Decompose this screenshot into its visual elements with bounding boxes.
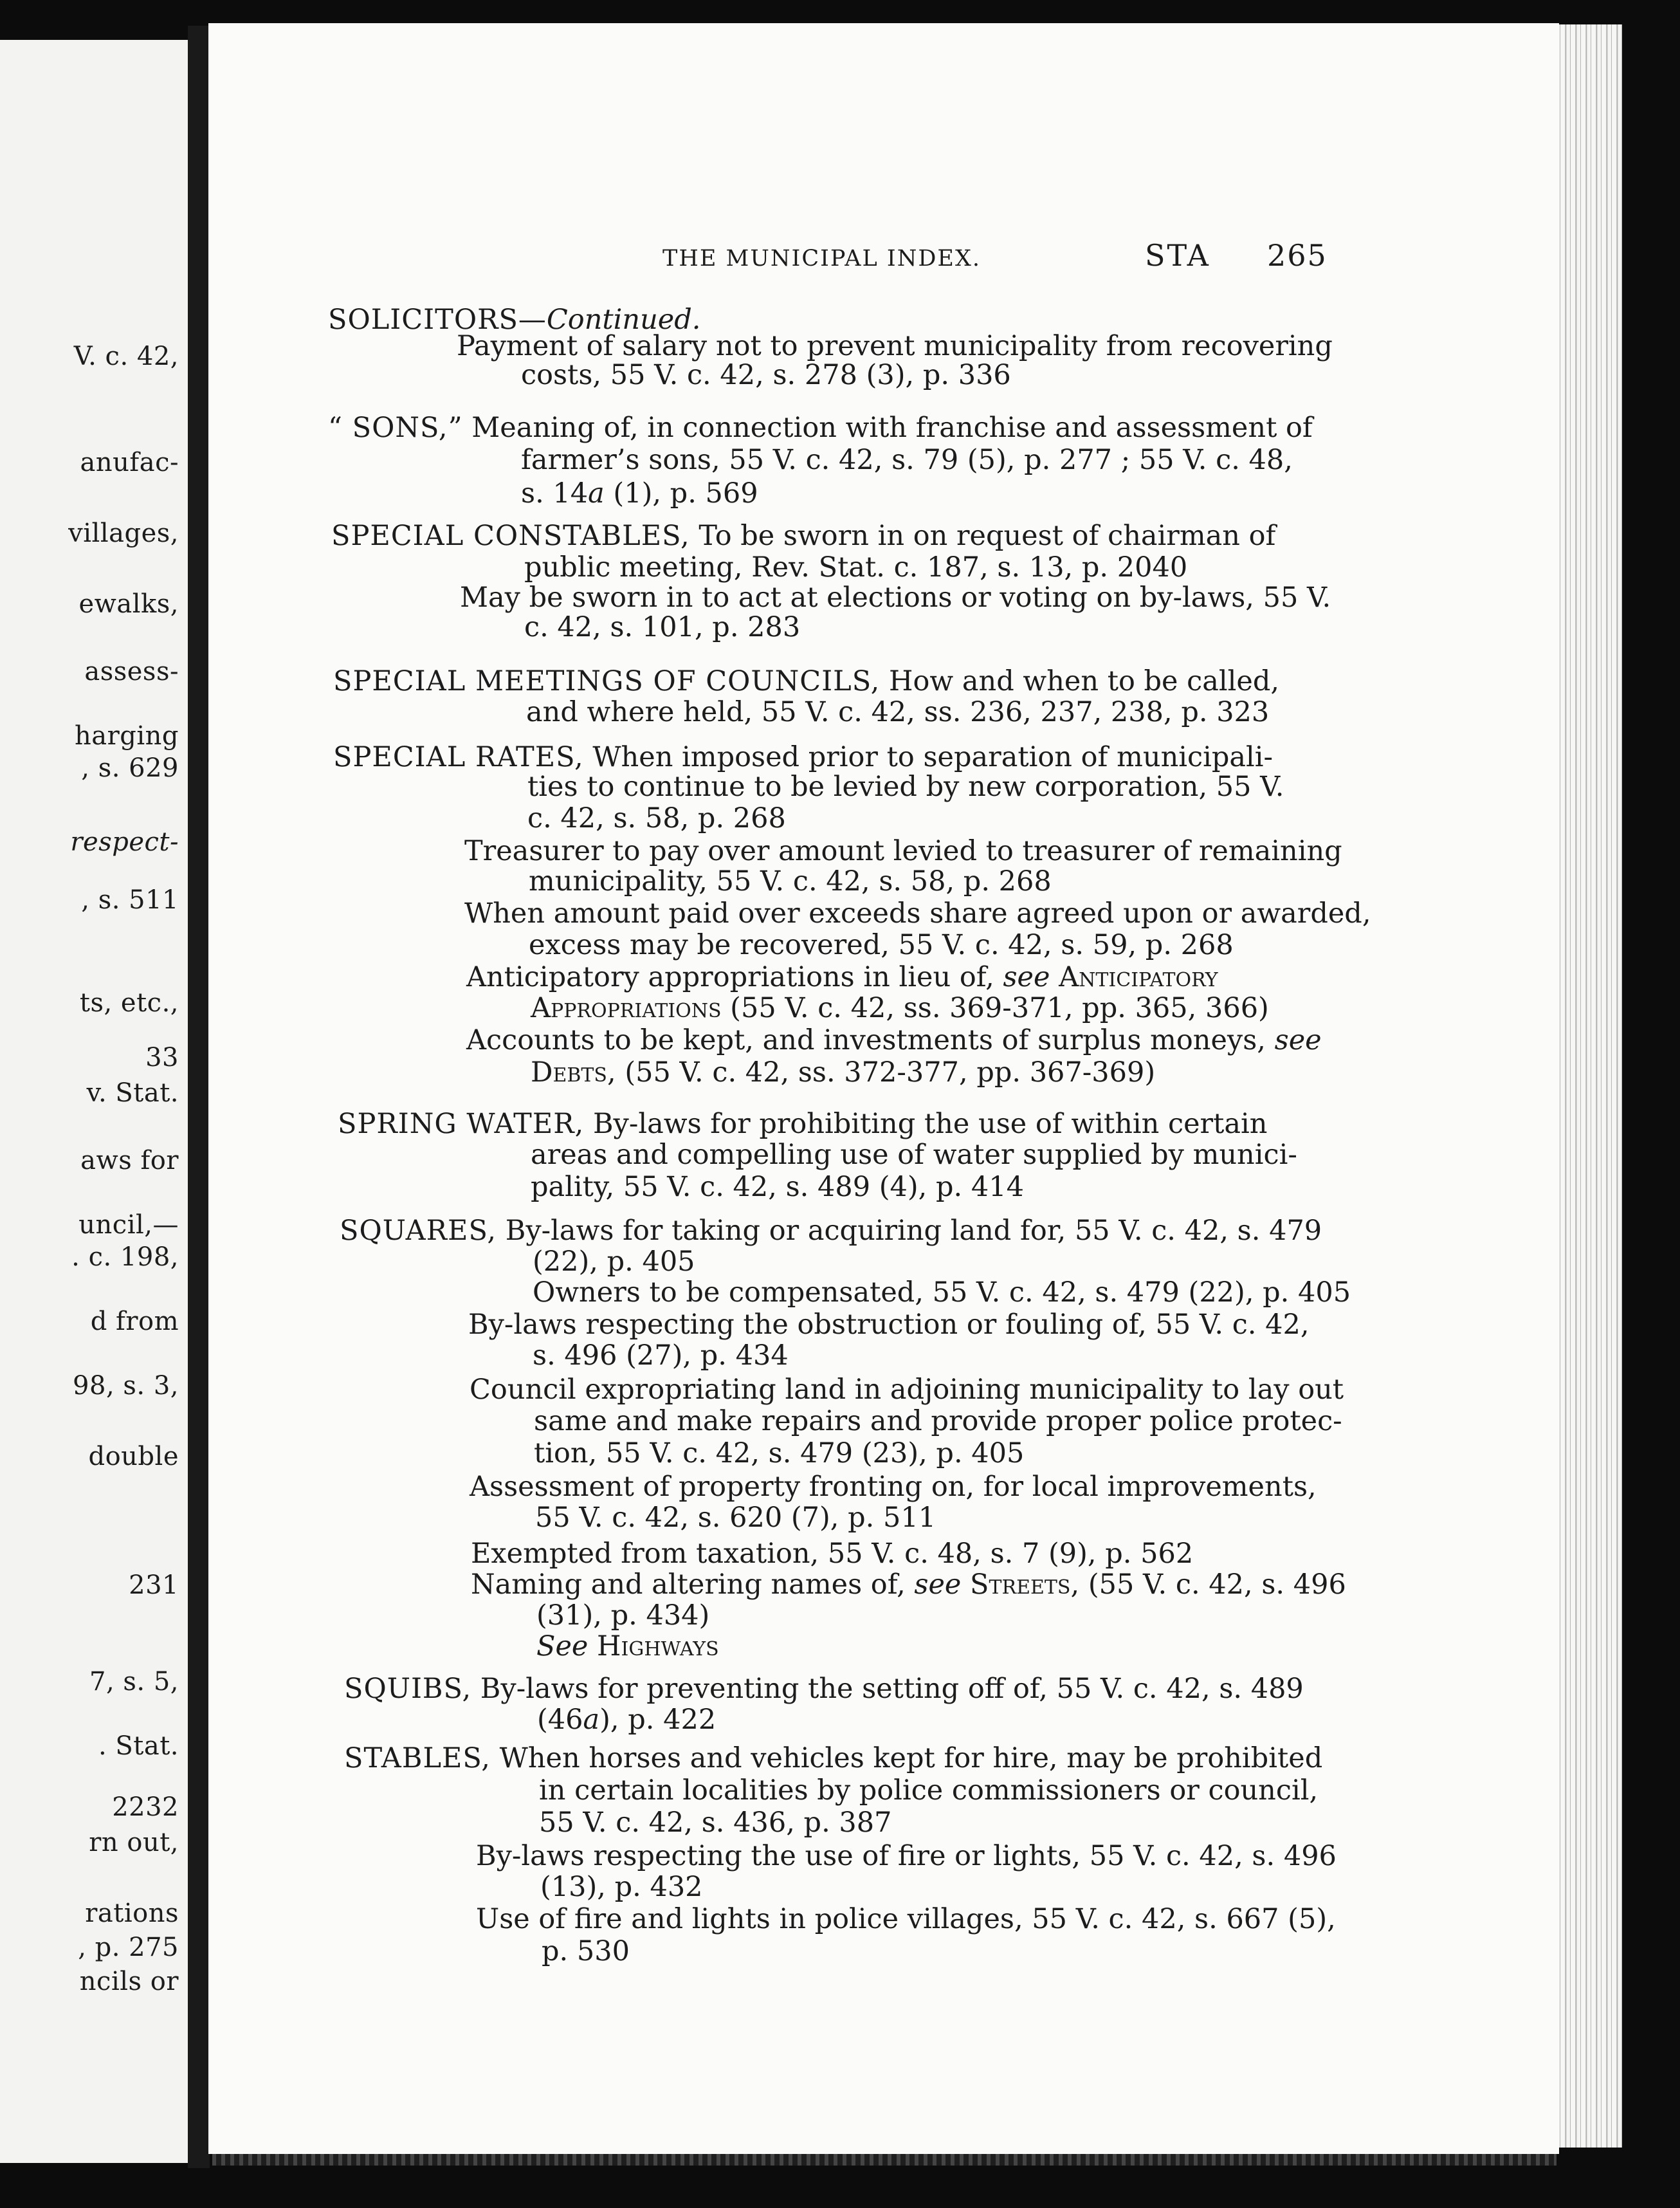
index-line: (31), p. 434): [536, 1599, 710, 1632]
index-line: Debts, (55 V. c. 42, ss. 372-377, pp. 367-369): [531, 1056, 1156, 1089]
index-line: c. 42, s. 101, p. 283: [524, 611, 801, 643]
left-fragment: , s. 629: [81, 753, 179, 783]
left-fragment: d from: [90, 1307, 179, 1336]
index-line: Assessment of property fronting on, for local improvements,: [470, 1471, 1317, 1503]
running-head-title: THE MUNICIPAL INDEX.: [662, 246, 982, 271]
index-line: SPECIAL MEETINGS OF COUNCILS, How and when to be called,: [333, 665, 1280, 697]
entry-heading: SOLICITORS—: [328, 304, 547, 336]
cross-reference: Highways: [588, 1630, 719, 1662]
left-fragment: 231: [129, 1570, 179, 1600]
left-fragment: . c. 198,: [71, 1242, 179, 1272]
cross-reference: Appropriations: [531, 992, 722, 1024]
entry-heading: SQUARES,: [340, 1215, 497, 1247]
index-line: Treasurer to pay over amount levied to treasurer of remaining: [464, 835, 1342, 867]
left-fragment: respect-: [70, 827, 179, 857]
index-line: costs, 55 V. c. 42, s. 278 (3), p. 336: [521, 359, 1011, 391]
running-head: [662, 238, 1344, 277]
left-fragment: 7, s. 5,: [89, 1667, 179, 1697]
index-line: (13), p. 432: [540, 1871, 703, 1903]
index-line: public meeting, Rev. Stat. c. 187, s. 13, p. 2040: [524, 551, 1188, 584]
left-fragment: v. Stat.: [86, 1078, 179, 1108]
index-line: (46a), p. 422: [537, 1704, 717, 1736]
left-fragment: rations: [85, 1899, 179, 1928]
index-line: (22), p. 405: [533, 1246, 695, 1278]
index-line: When amount paid over exceeds share agreed upon or awarded,: [464, 897, 1371, 930]
index-line: 55 V. c. 42, s. 436, p. 387: [539, 1807, 892, 1839]
entry-heading: SPRING WATER,: [338, 1108, 585, 1140]
index-line: same and make repairs and provide proper police protec-: [534, 1405, 1342, 1437]
index-line: See Highways: [536, 1630, 719, 1662]
left-fragment: double: [88, 1442, 179, 1471]
index-line: Council expropriating land in adjoining municipality to lay out: [470, 1374, 1344, 1406]
index-line: Use of fire and lights in police villages, 55 V. c. 42, s. 667 (5),: [476, 1903, 1336, 1935]
cross-reference: Debts,: [531, 1056, 616, 1089]
cross-reference: Anticipatory: [1050, 961, 1218, 993]
index-line: pality, 55 V. c. 42, s. 489 (4), p. 414: [531, 1171, 1024, 1203]
book-gutter: [188, 26, 210, 2168]
left-fragment: villages,: [68, 519, 179, 548]
left-fragment: , s. 511: [81, 885, 179, 915]
index-line: Appropriations (55 V. c. 42, ss. 369-371, pp. 365, 366): [531, 992, 1269, 1024]
entry-heading: SPECIAL CONSTABLES,: [331, 520, 690, 552]
index-line: SPRING WATER, By-laws for prohibiting the use of within certain: [338, 1108, 1268, 1140]
left-fragment: ts, etc.,: [79, 988, 179, 1018]
left-fragment: uncil,—: [78, 1210, 179, 1240]
left-fragment: anufac-: [80, 448, 179, 477]
left-fragment: rn out,: [89, 1828, 179, 1857]
index-line: s. 496 (27), p. 434: [533, 1339, 789, 1372]
facing-page-left: [0, 40, 188, 2163]
index-line: municipality, 55 V. c. 42, s. 58, p. 268: [529, 865, 1052, 897]
index-line: STABLES, When horses and vehicles kept for hire, may be prohibited: [344, 1742, 1323, 1774]
index-line: excess may be recovered, 55 V. c. 42, s. 59, p. 268: [529, 929, 1234, 961]
left-fragment: 2232: [112, 1792, 179, 1822]
entry-heading: STABLES,: [344, 1742, 491, 1774]
index-line: By-laws respecting the obstruction or fouling of, 55 V. c. 42,: [468, 1309, 1310, 1341]
entry-heading: “ SONS,”: [328, 412, 463, 444]
index-line: 55 V. c. 42, s. 620 (7), p. 511: [535, 1502, 936, 1534]
index-line: ties to continue to be levied by new corporation, 55 V.: [527, 771, 1284, 803]
index-line: Naming and altering names of, see Streets, (55 V. c. 42, s. 496: [471, 1569, 1346, 1601]
index-line: May be sworn in to act at elections or voting on by-laws, 55 V.: [460, 582, 1331, 614]
index-line: By-laws respecting the use of fire or lights, 55 V. c. 42, s. 496: [476, 1840, 1337, 1872]
left-fragment: V. c. 42,: [73, 342, 179, 371]
cross-reference: Streets,: [961, 1569, 1080, 1601]
index-line: Owners to be compensated, 55 V. c. 42, s. 479 (22), p. 405: [533, 1276, 1351, 1309]
index-line: Exempted from taxation, 55 V. c. 48, s. 7 (9), p. 562: [471, 1538, 1194, 1570]
index-line: s. 14a (1), p. 569: [521, 477, 758, 510]
left-fragment: ewalks,: [78, 589, 179, 619]
page-bottom-edge: [212, 2153, 1557, 2166]
index-line: Accounts to be kept, and investments of surplus moneys, see: [466, 1024, 1322, 1056]
entry-heading: SQUIBS,: [344, 1673, 472, 1705]
index-line: SQUIBS, By-laws for preventing the setting off of, 55 V. c. 42, s. 489: [344, 1673, 1304, 1705]
index-line: farmer’s sons, 55 V. c. 42, s. 79 (5), p. 277 ; 55 V. c. 48,: [521, 444, 1293, 476]
left-fragment: 33: [145, 1043, 179, 1072]
index-line: “ SONS,” Meaning of, in connection with franchise and assessment of: [328, 412, 1313, 444]
page-edges: [1550, 24, 1622, 2148]
index-line: p. 530: [542, 1935, 630, 1967]
left-fragment: , p. 275: [78, 1933, 179, 1962]
left-fragment: ncils or: [79, 1967, 179, 1996]
index-line: in certain localities by police commissioners or council,: [539, 1774, 1319, 1807]
index-line: Anticipatory appropriations in lieu of, see Anticipatory: [466, 961, 1218, 993]
index-line: SPECIAL RATES, When imposed prior to separation of municipali-: [333, 741, 1274, 773]
continued-label: Continued.: [546, 304, 701, 336]
index-line: SQUARES, By-laws for taking or acquiring land for, 55 V. c. 42, s. 479: [340, 1215, 1322, 1247]
left-fragment: 98, s. 3,: [73, 1371, 179, 1401]
index-line: tion, 55 V. c. 42, s. 479 (23), p. 405: [534, 1437, 1025, 1469]
index-line: Payment of salary not to prevent municipality from recovering: [457, 330, 1333, 362]
index-line: areas and compelling use of water supplied by munici-: [531, 1139, 1297, 1171]
index-line: c. 42, s. 58, p. 268: [527, 802, 786, 834]
index-line: and where held, 55 V. c. 42, ss. 236, 237, 238, p. 323: [526, 696, 1270, 728]
entry-heading: SPECIAL MEETINGS OF COUNCILS,: [333, 665, 881, 697]
index-line: SPECIAL CONSTABLES, To be sworn in on request of chairman of: [331, 520, 1276, 552]
left-fragment: harging: [75, 721, 179, 751]
entry-heading: SPECIAL RATES,: [333, 741, 584, 773]
page-number: 265: [1267, 238, 1328, 273]
left-fragment: . Stat.: [98, 1731, 179, 1761]
left-fragment: assess-: [84, 657, 179, 686]
running-head-section: STA: [1145, 238, 1210, 273]
left-fragment: aws for: [80, 1146, 179, 1175]
